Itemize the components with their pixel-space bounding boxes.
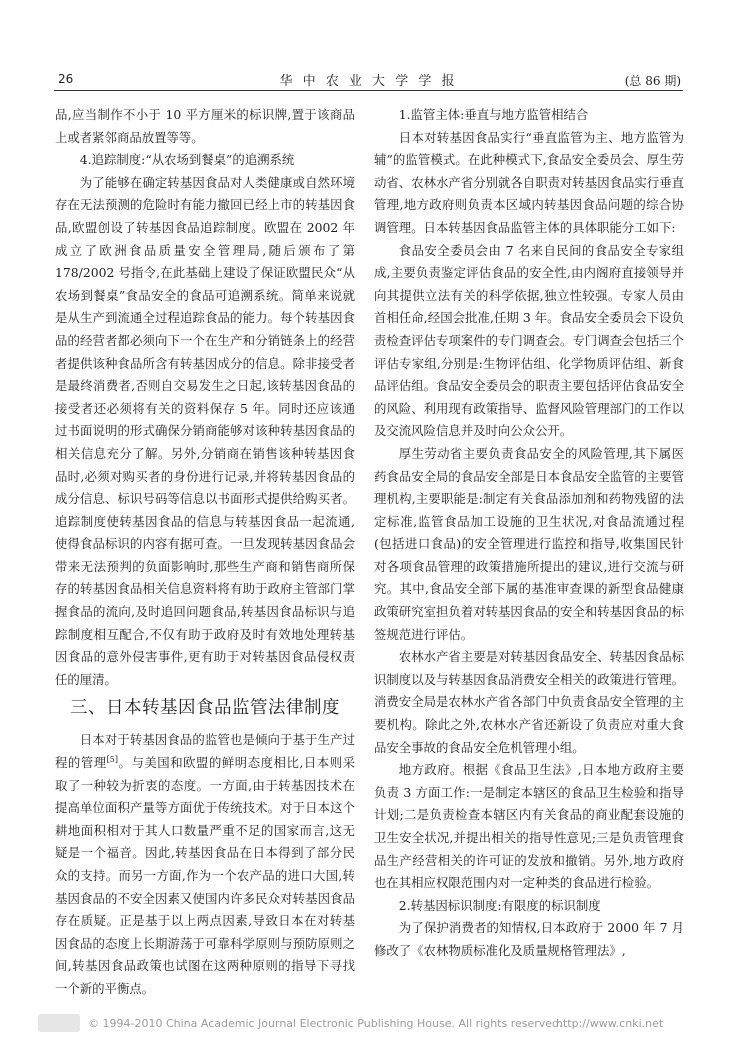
paragraph: 农林水产省主要是对转基因食品安全、转基因食品标识制度以及与转基因食品消费安全相关的政策进行管理。消费安全局是农林水产省各部门中负责食品安全管理的主要机构。除此之外,农林水产省还新设了负责应对重大食品安全事故的食品安全危机管理小组。 <box>374 649 684 755</box>
journal-name: 华 中 农 业 大 学 学 报 <box>279 74 458 89</box>
issue-number: (总 86 期) <box>624 74 681 88</box>
paragraph: 日本对转基因食品实行“垂直监管为主、地方监管为辅”的监管模式。在此种模式下,食品安全委员会、厚生劳动省、农林水产省分别就各自职责对转基因食品实行垂直管理,地方政府则负责本区域内转基因食品问题的综合协调管理。日本转基因食品监管主体的具体职能分工如下: <box>374 129 684 235</box>
cnki-link[interactable]: http://www.cnki.net <box>556 1017 664 1030</box>
right-column <box>374 104 684 963</box>
subheading-labeling: 2.转基因标识制度:有限度的标识制度 <box>398 897 601 913</box>
footer <box>38 1014 708 1036</box>
paragraph: 厚生劳动省主要负责食品安全的风险管理,其下属医药食品安全局的食品安全部是日本食品安全监管的主要管理机构,主要职能是:制定有关食品添加剂和药物残留的法定标准,监管食品加工设施的卫生状况,对食品流通过程(包括进口食品)的安全管理进行监控和指导,收集国民针对各项食品管理的政策措施所提出的建议,进行交流与研究。其中,食品安全部下属的基准审查课的新型食品健康政策研究室担负着对转基因食品的安全和转基因食品的标签规范进行评估。 <box>374 445 684 642</box>
cnki-logo-icon <box>38 1014 80 1032</box>
subheading-regulators: 1.监管主体:垂直与地方监管相结合 <box>398 107 589 122</box>
citation-ref: [5] <box>106 754 119 764</box>
paragraph: 品,应当制作不小于 10 平方厘米的标识牌,置于该商品上或者紧邻商品放置等等。 <box>55 107 355 145</box>
paragraph: 为了能够在确定转基因食品对人类健康或自然环境存在无法预测的危险时有能力撤回已经上市的转基因食品,欧盟创设了转基因食品追踪制度。欧盟在 2002 年成立了欧洲食品质量安全管理局,随后颁布了第 178/2002 号指令,在此基础上建设了保证欧盟民众“从农场到餐桌”食品安全的食品可追溯系统。简单来说就是从生产到流通全过程追踪食品的能力。每个转基因食品的经营者都必须向下一个在生产和分销链条上的经营者提供该种食品所含有转基因成分的信息。除非接受者是最终消费者,否则自交易发生之日起,该转基因食品的接受者还必须将有关的资料保存 5 年。同时还应该通过书面说明的形式确保分销商能够对该种转基因食品的相关信息充分了解。另外,分销商在销售该种转基因食品时,必须对购买者的身份进行记录,并将转基因食品的成分信息、标识号码等信息以书面形式提供给购买者。追踪制度使转基因食品的信息与转基因食品一起流通,使得食品标识的内容有据可查。一旦发现转基因食品会带来无法预判的负面影响时,那些生产商和销售商所保存的转基因食品相关信息资料将有助于政府主管部门掌握食品的流向,及时追回问题食品,转基因食品标识与追踪制度相互配合,不仅有助于政府及时有效地处理转基因食品的意外侵害事件,更有助于对转基因食品侵权责任的厘清。 <box>55 174 355 687</box>
running-header <box>54 70 683 91</box>
copyright-notice: © 1994-2010 China Academic Journal Electronic Publishing House. All rights reserved. <box>88 1017 563 1030</box>
page-number: 26 <box>58 72 74 86</box>
paragraph-text: 日本对于转基因食品的监管也是倾向于基于生产过程的管理 <box>55 732 355 771</box>
paragraph-text: 。与美国和欧盟的鲜明态度相比,日本则采取了一种较为折衷的态度。一方面,由于转基因技术在提高单位面积产量等方面优于传统技术。对于日本这个耕地面积相对于其人口数量严重不足的国家而言,这无疑是一个福音。因此,转基因食品在日本得到了部分民众的支持。而另一方面,作为一个农产品的进口大国,转基因食品的不安全因素又使国内许多民众对转基因食品存在质疑。正是基于以上两点因素,导致日本在对转基因食品的态度上长期游荡于可靠科学原则与预防原则之间,转基因食品政策也试图在这两种原则的指导下寻找一个新的平衡点。 <box>55 755 355 996</box>
subheading-traceability: 4.追踪制度:“从农场到餐桌”的追溯系统 <box>79 152 295 168</box>
paragraph <box>55 729 355 1000</box>
section-title: 三、日本转基因食品监管法律制度 <box>70 698 340 719</box>
left-column <box>55 104 355 1001</box>
paragraph: 地方政府。根据《食品卫生法》,日本地方政府主要负责 3 方面工作:一是制定本辖区的食品卫生检验和指导计划;二是负责检查本辖区内有关食品的商业配套设施的卫生安全状况,并提出相关的指导性意见;三是负责管理食品生产经营相关的许可证的发放和撤销。另外,地方政府也在其相应权限范围内对一定种类的食品进行检验。 <box>374 762 684 891</box>
paragraph: 食品安全委员会由 7 名来自民间的食品安全专家组成,主要负责鉴定评估食品的安全性,由内阁府直接领导并向其提供立法有关的科学依据,独立性较强。专家人员由首相任命,经国会批准,任期 3 年。食品安全委员会下设负责检查评估专项案件的专门调查会。专门调查会包括三个评估专家组,分别是:生物评估组、化学物质评估组、新食品评估组。食品安全委员会的职责主要包括评估食品安全的风险、利用现有政策指导、监督风险管理部门的工作以及交流风险信息并及时向公众公开。 <box>374 242 684 439</box>
paragraph: 为了保护消费者的知情权,日本政府于 2000 年 7 月修改了《农林物质标准化及质量规格管理法》, <box>374 920 684 958</box>
